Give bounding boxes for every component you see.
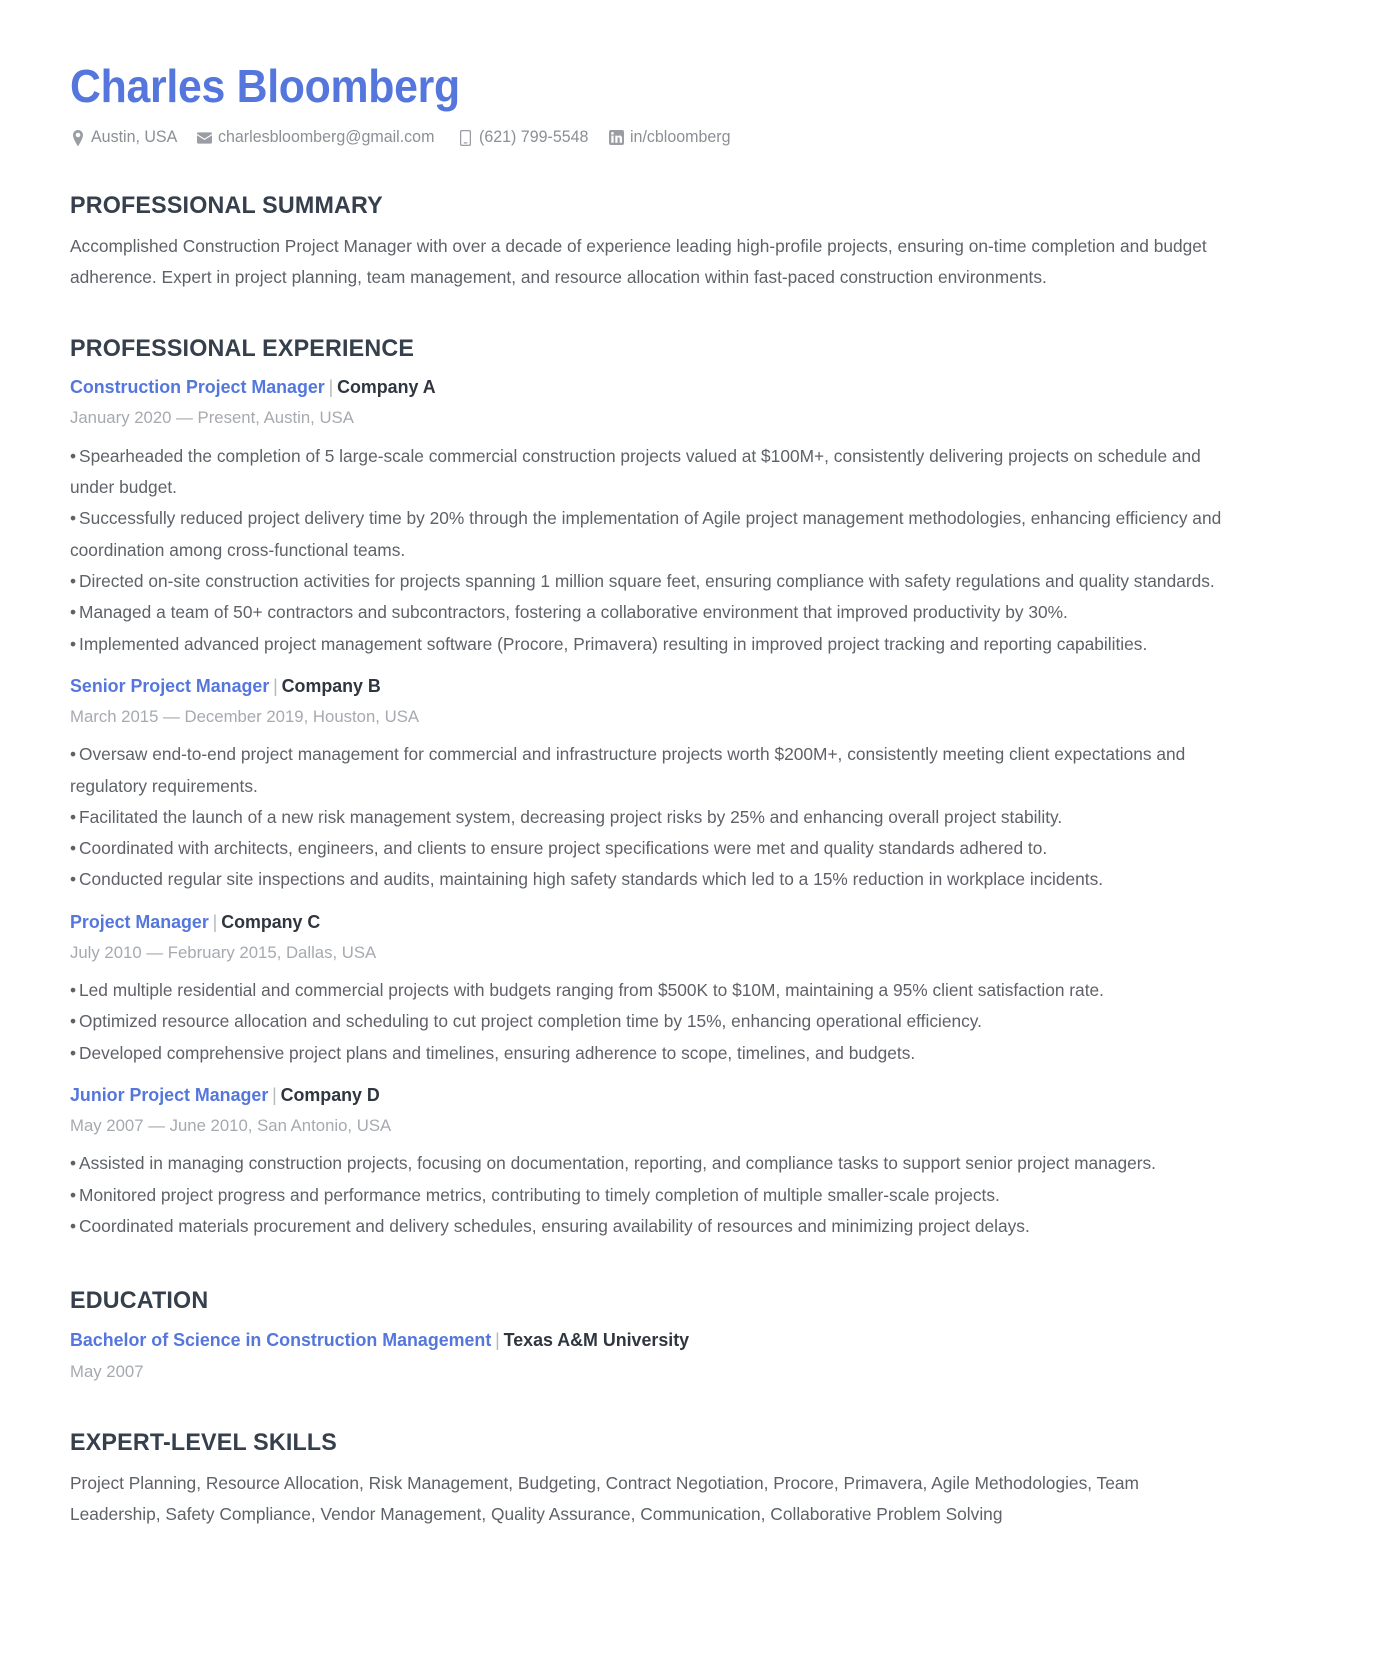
experience-job-title: Project Manager — [70, 910, 209, 932]
experience-bullet-text: Managed a team of 50+ contractors and subcontractors, fostering a collaborative environment that improved productivity by 30%. — [79, 602, 1068, 623]
experience-bullet — [70, 441, 1237, 504]
section-education — [70, 1286, 1292, 1384]
bullet-dot-icon: • — [70, 1184, 77, 1205]
experience-bullet-text: Assisted in managing construction projects, focusing on documentation, reporting, and compliance tasks to support senior project managers. — [79, 1153, 1157, 1174]
experience-bullet-text: Developed comprehensive project plans and timelines, ensuring adherence to scope, timelines, and budgets. — [79, 1042, 916, 1063]
experience-entry-heading — [70, 375, 1255, 400]
experience-bullet — [70, 1006, 1237, 1037]
experience-entry — [70, 375, 1292, 660]
separator: | — [273, 674, 278, 696]
experience-dates-location: July 2010 — February 2015, Dallas, USA — [70, 942, 377, 962]
bullet-dot-icon: • — [70, 445, 77, 466]
experience-bullet-text: Coordinated materials procurement and delivery schedules, ensuring availability of resources and minimizing project delays. — [79, 1216, 1030, 1237]
experience-company: Company C — [221, 910, 321, 932]
education-date: May 2007 — [70, 1361, 144, 1381]
experience-bullet-list — [70, 975, 1292, 1069]
experience-bullet-text: Coordinated with architects, engineers, and clients to ensure project specifications were met and quality standards adhered to. — [79, 838, 1048, 859]
experience-entry-heading — [70, 674, 1255, 699]
contact-phone[interactable] — [458, 128, 592, 148]
contact-phone-text: (621) 799-5548 — [479, 127, 589, 146]
envelope-icon — [197, 129, 212, 146]
experience-bullet-text: Oversaw end-to-end project management for commercial and infrastructure projects worth $200M+, consistently meeting client expectations and regulatory requirements. — [70, 744, 1186, 796]
experience-bullet-list — [70, 441, 1292, 660]
bullet-dot-icon: • — [70, 1042, 77, 1063]
experience-bullet — [70, 597, 1237, 628]
experience-company: Company A — [337, 376, 436, 398]
experience-bullet-text: Directed on-site construction activities for projects spanning 1 million square feet, ensuring compliance with safety regulations and quality standards. — [79, 570, 1215, 591]
contact-location[interactable] — [70, 128, 180, 148]
spacer — [70, 294, 1292, 334]
bullet-dot-icon: • — [70, 602, 77, 623]
experience-entry — [70, 910, 1292, 1069]
experience-bullet — [70, 802, 1237, 833]
section-title-education: EDUCATION — [70, 1287, 209, 1315]
bullet-dot-icon: • — [70, 1216, 77, 1237]
experience-bullet — [70, 1180, 1237, 1211]
experience-bullet-text: Implemented advanced project management software (Procore, Primavera) resulting in improved project tracking and reporting capabilities. — [79, 633, 1148, 654]
section-title-experience: PROFESSIONAL EXPERIENCE — [70, 334, 415, 362]
experience-bullet-text: Facilitated the launch of a new risk management system, decreasing project risks by 25% and enhancing overall project stability. — [79, 806, 1063, 827]
bullet-dot-icon: • — [70, 838, 77, 859]
summary-text: Accomplished Construction Project Manager with over a decade of experience leading high-profile projects, ensuring on-time completion and budget adherence. Expert in project planning, team management, and resource allocation within fast-paced construction environments. — [70, 236, 1207, 288]
experience-job-title: Construction Project Manager — [70, 376, 325, 398]
experience-bullet — [70, 975, 1237, 1006]
bullet-dot-icon: • — [70, 570, 77, 591]
experience-bullet-list — [70, 739, 1292, 896]
separator: | — [495, 1328, 500, 1350]
experience-bullet-text: Optimized resource allocation and scheduling to cut project completion time by 15%, enhancing operational efficiency. — [79, 1011, 983, 1032]
experience-bullet-text: Conducted regular site inspections and audits, maintaining high safety standards which led to a 15% reduction in workplace incidents. — [79, 869, 1104, 890]
contact-linkedin-text: in/cbloomberg — [629, 127, 731, 146]
section-title-skills: EXPERT-LEVEL SKILLS — [70, 1429, 338, 1457]
experience-entry — [70, 1083, 1292, 1242]
experience-entry — [70, 674, 1292, 896]
education-entry-heading — [70, 1328, 1255, 1353]
experience-dates-location: January 2020 — Present, Austin, USA — [70, 408, 354, 428]
skills-text: Project Planning, Resource Allocation, Risk Management, Budgeting, Contract Negotiation, Procore, Primavera, Agile Methodologies, Team Leadership, Safety Compliance, Vendor Management, Quality Assurance, Communication, Collaborative Problem Solving — [70, 1472, 1139, 1525]
experience-bullet-list — [70, 1148, 1292, 1242]
separator: | — [328, 376, 334, 398]
resume-header — [70, 62, 1292, 147]
experience-bullet-text: Led multiple residential and commercial projects with budgets ranging from $500K to $10M, maintaining a 95% client satisfaction rate. — [79, 980, 1104, 1001]
experience-bullet-text: Spearheaded the completion of 5 large-scale commercial construction projects valued at $100M+, consistently delivering projects on schedule and under budget. — [70, 445, 1201, 497]
experience-list — [70, 375, 1292, 1242]
mobile-phone-icon — [458, 129, 473, 146]
education-degree: Bachelor of Science in Construction Management — [70, 1328, 492, 1350]
spacer — [70, 1384, 1292, 1428]
bullet-dot-icon: • — [70, 744, 77, 765]
education-list — [70, 1328, 1292, 1384]
experience-bullet — [70, 503, 1237, 566]
bullet-dot-icon: • — [70, 806, 77, 827]
linkedin-icon — [609, 129, 624, 146]
experience-bullet — [70, 1038, 1237, 1069]
section-title-summary: PROFESSIONAL SUMMARY — [70, 192, 383, 220]
experience-bullet-text: Monitored project progress and performance metrics, contributing to timely completion of multiple smaller-scale projects. — [79, 1184, 1000, 1205]
experience-bullet — [70, 1148, 1237, 1179]
experience-company: Company B — [281, 674, 381, 696]
experience-dates-location: March 2015 — December 2019, Houston, USA — [70, 706, 420, 726]
experience-job-title: Junior Project Manager — [70, 1084, 269, 1106]
section-professional-summary — [70, 191, 1292, 293]
separator: | — [212, 910, 218, 932]
experience-bullet — [70, 739, 1237, 802]
contact-email-text: charlesbloomberg@gmail.com — [217, 127, 435, 146]
location-pin-icon — [70, 129, 85, 146]
contact-email[interactable] — [197, 128, 441, 148]
bullet-dot-icon: • — [70, 869, 77, 890]
spacer — [70, 1242, 1292, 1286]
experience-bullet — [70, 1211, 1237, 1242]
experience-bullet-text: Successfully reduced project delivery time by 20% through the implementation of Agile project management methodologies, enhancing efficiency and coordination among cross-functional teams. — [70, 508, 1222, 560]
spacer — [70, 147, 1292, 191]
bullet-dot-icon: • — [70, 1153, 77, 1174]
contact-row — [70, 128, 1292, 148]
experience-bullet — [70, 629, 1237, 660]
experience-bullet — [70, 566, 1237, 597]
contact-linkedin[interactable] — [609, 128, 734, 148]
education-school: Texas A&M University — [503, 1328, 690, 1350]
section-skills — [70, 1428, 1292, 1530]
section-professional-experience — [70, 334, 1292, 1243]
experience-entry-heading — [70, 910, 1255, 935]
separator: | — [272, 1084, 277, 1106]
candidate-name: Charles Bloomberg — [70, 60, 460, 112]
experience-bullet — [70, 864, 1237, 895]
education-entry — [70, 1328, 1292, 1384]
experience-bullet — [70, 833, 1237, 864]
experience-job-title: Senior Project Manager — [70, 674, 270, 696]
bullet-dot-icon: • — [70, 980, 77, 1001]
contact-location-text: Austin, USA — [91, 127, 178, 146]
bullet-dot-icon: • — [70, 508, 77, 529]
experience-dates-location: May 2007 — June 2010, San Antonio, USA — [70, 1115, 392, 1135]
bullet-dot-icon: • — [70, 633, 77, 654]
experience-company: Company D — [280, 1084, 380, 1106]
bullet-dot-icon: • — [70, 1011, 77, 1032]
experience-entry-heading — [70, 1083, 1255, 1108]
